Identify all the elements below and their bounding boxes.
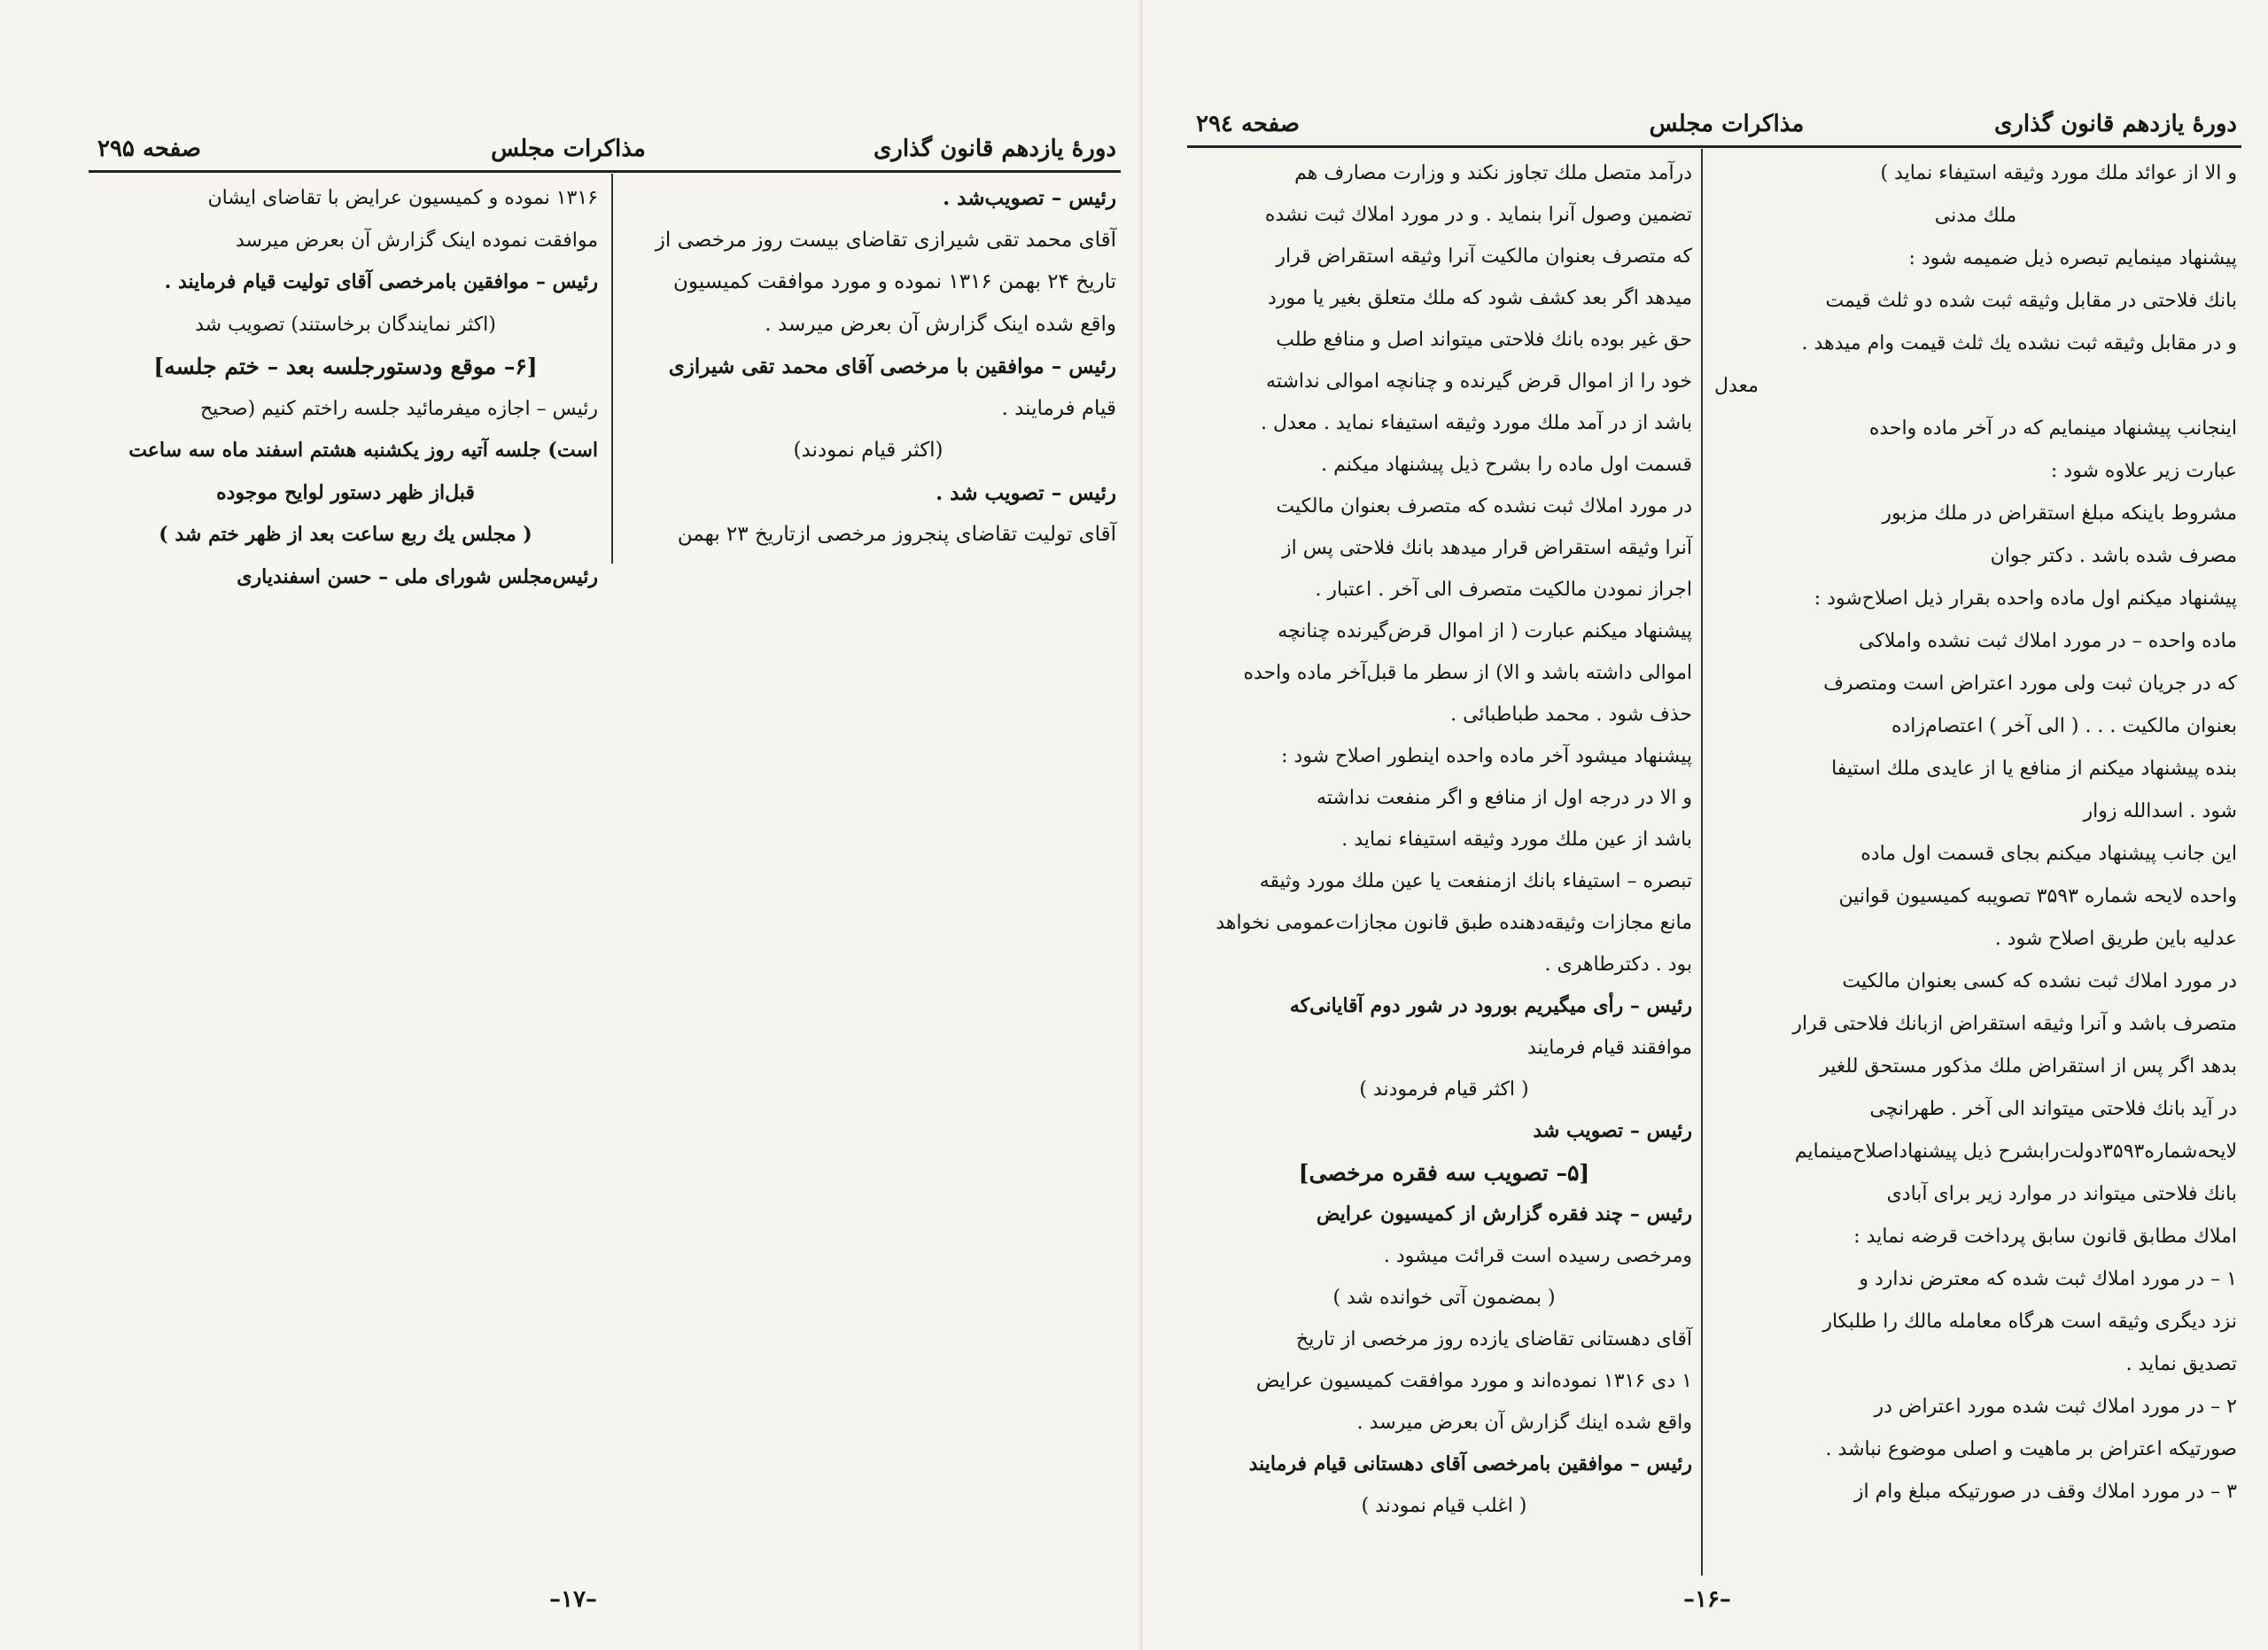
right-header-session: دورهٔ یازدهم قانون گذاری bbox=[1993, 111, 2237, 137]
left-column-divider bbox=[611, 174, 613, 564]
left-page-right-column bbox=[620, 177, 1116, 556]
text-line: ( اغلب قیام نمودند ) bbox=[1361, 1495, 1527, 1517]
text-line: آقای دهستانی تقاضای یازده روز مرخصی از تاریخ bbox=[1296, 1328, 1692, 1350]
text-line: واقع شده اینك گزارش آن بعرض میرسد . bbox=[1356, 1412, 1692, 1434]
text-line: رئیس – رأی میگیریم بورود در شور دوم آقایانی‌که bbox=[1289, 994, 1692, 1017]
left-header-rule bbox=[89, 170, 1121, 173]
right-page-header bbox=[1196, 106, 2237, 142]
left-page-folio: –۱۷– bbox=[549, 1586, 597, 1613]
text-line: میدهد اگر بعد کشف شود که ملك متعلق بغیر یا مورد bbox=[1268, 287, 1692, 309]
text-line: بود . دکتر‌طاهری . bbox=[1544, 953, 1692, 976]
text-line: تاریخ ۲۴ بهمن ۱۳۱۶ نموده و مورد موافقت کمیسیون bbox=[673, 270, 1116, 293]
text-line: واقع شده اینک گزارش آن بعرض میرسد . bbox=[765, 312, 1116, 336]
left-header-title: مذاکرات مجلس bbox=[491, 136, 646, 162]
text-line: حذف شود . محمد طباطبائی . bbox=[1450, 704, 1692, 726]
text-line: که در جریان ثبت ولی مورد اعتراض است ومتصرف bbox=[1823, 673, 2237, 695]
text-line: عبارت زیر علاوه شود : bbox=[2050, 460, 2237, 482]
text-line: واحده لایحه شماره ۳۵۹۳ تصویبه کمیسیون قوانین bbox=[1838, 885, 2237, 907]
text-line: تضمین وصول آنرا بنماید . و در مورد املاك ثبت نشده bbox=[1264, 204, 1692, 226]
text-line: رئیس – تصویب‌شد . bbox=[943, 186, 1116, 210]
text-line: شود . اسدالله زوار bbox=[2083, 800, 2237, 822]
text-line: موافقت نموده اینک گزارش آن بعرض میرسد bbox=[235, 229, 598, 252]
text-line: آقای تولیت تقاضای پنجروز مرخصی ازتاریخ ۲۳ بهمن bbox=[677, 523, 1116, 546]
text-line: در مورد املاك ثبت نشده که متصرف بعنوان مالکیت bbox=[1276, 495, 1692, 518]
text-line: پیشنهاد میشود آخر ماده واحده اینطور اصلاح شود : bbox=[1281, 745, 1692, 767]
text-line: املاك مطابق قانون سابق پرداخت قرضه نماید : bbox=[1853, 1226, 2237, 1248]
text-line: رئیس – تصویب شد bbox=[1533, 1119, 1692, 1142]
text-line: معدل bbox=[1714, 375, 1759, 397]
text-line: ۱۳۱۶ نموده و کمیسیون عرایض با تقاضای ایشان bbox=[207, 187, 598, 209]
text-line: مانع مجازات وثیقه‌دهنده طبق قانون مجازات‌عمومی نخواهد bbox=[1216, 912, 1692, 934]
right-header-page-label: صفحه ۲۹٤ bbox=[1196, 111, 1300, 137]
text-line: پیشنهاد مینمایم تبصره ذیل ضمیمه شود : bbox=[1908, 247, 2237, 269]
left-page-header bbox=[97, 131, 1116, 167]
text-line: در آید بانك فلاحتی میتواند الی آخر . طهرانچی bbox=[1869, 1098, 2237, 1120]
text-line: پیشنهاد میکنم عبارت ( از اموال قرض‌گیرنده چنانچه bbox=[1278, 620, 1692, 642]
text-line: نزد دیگری وثیقه است هرگاه معامله مالك را طلبکار bbox=[1822, 1311, 2237, 1333]
text-line: اینجانب پیشنهاد مینمایم که در آخر ماده واحده bbox=[1868, 417, 2237, 440]
text-line: ماده واحده – در مورد املاك ثبت نشده واملاکی bbox=[1859, 630, 2237, 652]
text-line: باشد از عین ملك مورد وثیقه استیفاء نماید . bbox=[1341, 829, 1692, 851]
text-line: رئیس – اجازه میفرمائید جلسه راختم کنیم (صحیح bbox=[199, 397, 598, 420]
text-line: رئیس – موافقین بامرخصی آقای دهستانی قیام فرمایند bbox=[1248, 1452, 1692, 1475]
text-line: رئیس – چند فقره گزارش از کمیسیون عرایض bbox=[1316, 1202, 1692, 1226]
signature-line: رئیس‌مجلس شورای ملی – حسن اسفندیاری bbox=[237, 564, 598, 588]
text-line: (اکثر نمایندگان برخاستند) تصویب شد bbox=[195, 313, 496, 336]
text-line: و الا در درجه اول از منافع و اگر منفعت نداشته bbox=[1316, 787, 1692, 809]
text-line: تبصره – استیفاء بانك ازمنفعت یا عین ملك مورد وثیقه bbox=[1259, 870, 1692, 892]
text-line: رئیس – موافقین با مرخصی آقای محمد تقی شیرازی bbox=[668, 354, 1116, 378]
text-line: در مورد املاك ثبت نشده که کسی بعنوان مالکیت bbox=[1842, 970, 2237, 992]
text-line: موافقند قیام فرمایند bbox=[1526, 1037, 1692, 1059]
text-line: لایحه‌شماره۳۵۹۳دولت‌رابشرح ذیل پیشنهاد‌اصلاح‌مینمایم bbox=[1794, 1140, 2237, 1163]
text-line: ومرخصی رسیده است قرائت میشود . bbox=[1383, 1245, 1692, 1267]
text-line: حق غیر بوده بانك فلاحتی میتواند اصل و منافع طلب bbox=[1276, 329, 1692, 351]
right-page-folio: –۱۶– bbox=[1683, 1586, 1731, 1613]
text-line: و در مقابل وثیقه ثبت نشده یك ثلث قیمت وام میدهد . bbox=[1801, 332, 2237, 354]
text-line: رئیس – موافقین بامرخصی آقای تولیت قیام فرمایند . bbox=[164, 270, 598, 293]
right-page-left-column bbox=[1196, 152, 1692, 1527]
text-line: صورتیکه اعتراض بر ماهیت و اصلی موضوع نباشد . bbox=[1825, 1438, 2237, 1460]
text-line: بانك فلاحتی میتواند در موارد زیر برای آبادی bbox=[1886, 1183, 2237, 1205]
left-page-left-column bbox=[93, 177, 598, 598]
text-line: آقای محمد تقی شیرازی تقاضای بیست روز مرخصی از bbox=[655, 228, 1116, 252]
right-header-rule bbox=[1187, 145, 2241, 148]
text-line: درآمد متصل ملك تجاوز نکند و وزارت مصارف هم bbox=[1294, 162, 1692, 184]
right-header-title: مذاکرات مجلس bbox=[1649, 111, 1805, 137]
text-line: تصدیق نماید . bbox=[2125, 1353, 2237, 1375]
text-line: ( مجلس یك ربع ساعت بعد از ظهر ختم شد ) bbox=[159, 523, 532, 546]
text-line: که متصرف بعنوان مالکیت آنرا وثیقه استقراض قرار bbox=[1276, 245, 1692, 268]
text-line: باشد از در آمد ملك مورد وثیقه استیفاء نماید . معدل . bbox=[1261, 412, 1692, 434]
text-line: پیشنهاد میکنم اول ماده واحده بقرار ذیل اصلاح‌شود : bbox=[1814, 588, 2237, 610]
text-line: بانك فلاحتی در مقابل وثیقه ثبت شده دو ثلث قیمت bbox=[1825, 290, 2237, 312]
section-heading: [۵– تصویب سه فقره مرخصی] bbox=[1298, 1160, 1590, 1186]
text-line: قیام فرمایند . bbox=[1001, 396, 1116, 420]
text-line: ۲ – در مورد املاك ثبت شده مورد اعتراض در bbox=[1874, 1396, 2237, 1418]
text-line: قبل‌از ظهر دستور لوایح موجوده bbox=[216, 480, 475, 504]
text-line: بعنوان مالکیت . . . ( الی آخر ) اعتصام‌زاده bbox=[1891, 715, 2237, 737]
text-line: ۱ – در مورد املاك ثبت شده که معترض ندارد و bbox=[1859, 1268, 2237, 1290]
text-line: خود را از اموال قرض گیرنده و چنانچه اموالی نداشته bbox=[1266, 370, 1692, 393]
right-page bbox=[1143, 0, 2268, 1650]
text-line: متصرف باشد و آنرا وثیقه استقراض ازبانك فلاحتی قرار bbox=[1792, 1013, 2237, 1035]
text-line: مشروط باینکه مبلغ استقراض در ملك مزبور bbox=[1882, 502, 2237, 525]
section-heading: [۶– موقع ودستورجلسه بعد – ختم جلسه] bbox=[153, 354, 538, 379]
right-column-divider bbox=[1701, 149, 1703, 1576]
text-line: (اکثر قیام نمودند) bbox=[793, 439, 944, 462]
right-page-right-column bbox=[1714, 152, 2237, 1514]
left-header-session: دورهٔ یازدهم قانون گذاری bbox=[873, 136, 1116, 162]
text-line: ۱ دی ۱۳۱۶ نموده‌اند و مورد موافقت کمیسیون عرایض bbox=[1255, 1370, 1692, 1392]
text-line: مصرف شده باشد . دکتر جوان bbox=[1990, 545, 2237, 567]
text-line: این جانب پیشنهاد میکنم بجای قسمت اول ماده bbox=[1860, 843, 2237, 865]
text-line: ملك مدنی bbox=[1934, 205, 2017, 227]
text-line: ( اکثر قیام فرمودند ) bbox=[1359, 1078, 1529, 1101]
text-line: بنده پیشنهاد میکنم از منافع یا از عایدی ملك استیفا bbox=[1831, 758, 2237, 780]
text-line: عدلیه باین طریق اصلاح شود . bbox=[1994, 928, 2237, 950]
text-line: ۳ – در مورد املاك وقف در صورتیکه مبلغ وام از bbox=[1853, 1481, 2237, 1503]
text-line: است) جلسه آتیه روز یکشنبه هشتم اسفند ماه سه ساعت bbox=[128, 439, 598, 462]
text-line: اموالی داشته باشد و الا) از سطر ما قبل‌آخر ماده واحده bbox=[1243, 662, 1692, 684]
text-line: آنرا وثیقه استقراض قرار میدهد بانك فلاحتی پس از bbox=[1281, 537, 1692, 559]
text-line: رئیس – تصویب شد . bbox=[936, 480, 1116, 505]
text-line: قسمت اول ماده را بشرح ذیل پیشنهاد میکنم . bbox=[1321, 454, 1692, 476]
text-line: و الا از عوائد ملك مورد وثیقه استیفاء نماید ) bbox=[1880, 162, 2237, 184]
text-line: ( بمضمون آتی خوانده شد ) bbox=[1332, 1287, 1556, 1309]
text-line: اجراز نمودن مالکیت متصرف الی آخر . اعتبار . bbox=[1315, 579, 1692, 601]
text-line: بدهد اگر پس از استقراض ملك مذکور مستحق للغیر bbox=[1820, 1055, 2237, 1078]
left-header-page-label: صفحه ۲۹۵ bbox=[97, 136, 201, 162]
